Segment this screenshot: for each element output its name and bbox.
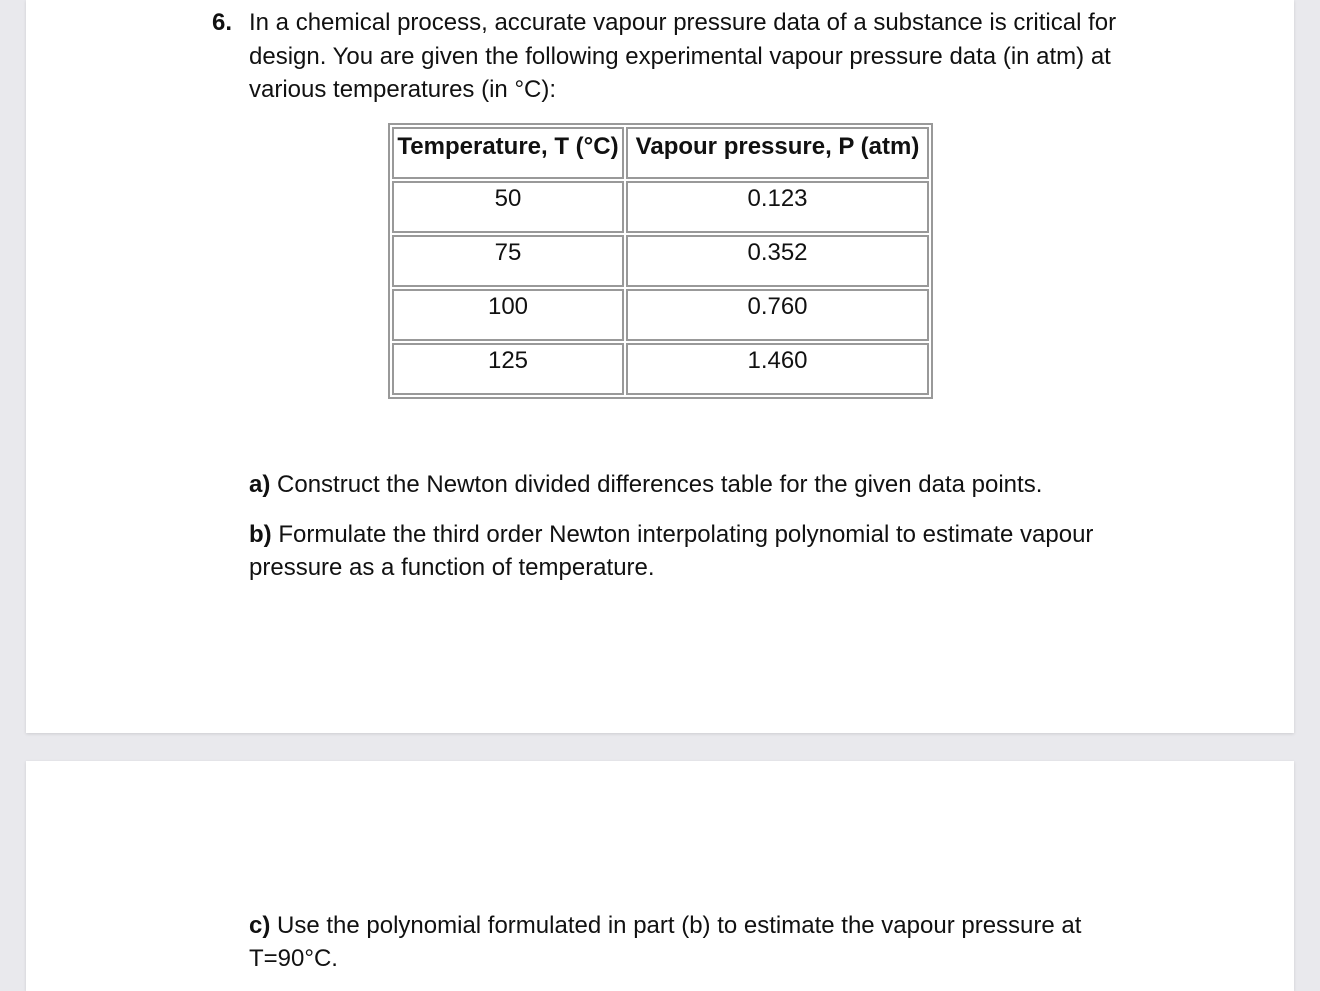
question-text: In a chemical process, accurate vapour pressure data of a substance is critical for design. You are given the following experimental vapour pressure data (in atm) at various temperatures (in °C): xyxy=(249,9,1117,103)
part-b-label: b) xyxy=(249,521,272,548)
cell-temperature: 75 xyxy=(392,235,624,287)
part-c-text: Use the polynomial formulated in part (b) to estimate the vapour pressure at T=90°C. xyxy=(249,912,1082,972)
table-row xyxy=(392,289,929,341)
table-header-row xyxy=(392,127,929,179)
part-c xyxy=(249,909,1149,975)
part-b-text: Formulate the third order Newton interpolating polynomial to estimate vapour pressure as a function of temperature. xyxy=(249,521,1094,581)
header-vapour-pressure: Vapour pressure, P (atm) xyxy=(626,127,929,179)
page-1 xyxy=(26,0,1294,733)
table-row xyxy=(392,181,929,233)
table-row xyxy=(392,235,929,287)
cell-pressure: 0.760 xyxy=(626,289,929,341)
question-6 xyxy=(212,6,1142,107)
cell-temperature: 100 xyxy=(392,289,624,341)
cell-pressure: 0.123 xyxy=(626,181,929,233)
part-a-text: Construct the Newton divided differences table for the given data points. xyxy=(270,471,1043,498)
part-a xyxy=(249,468,1149,501)
header-temperature: Temperature, T (°C) xyxy=(392,127,624,179)
part-b xyxy=(249,518,1149,584)
cell-pressure: 1.460 xyxy=(626,343,929,395)
part-a-label: a) xyxy=(249,471,271,498)
cell-temperature: 125 xyxy=(392,343,624,395)
cell-pressure: 0.352 xyxy=(626,235,929,287)
question-number: 6. xyxy=(212,9,233,36)
part-c-label: c) xyxy=(249,912,271,939)
page-2 xyxy=(26,761,1294,991)
cell-temperature: 50 xyxy=(392,181,624,233)
table-row xyxy=(392,343,929,395)
vapour-pressure-table xyxy=(388,123,933,399)
